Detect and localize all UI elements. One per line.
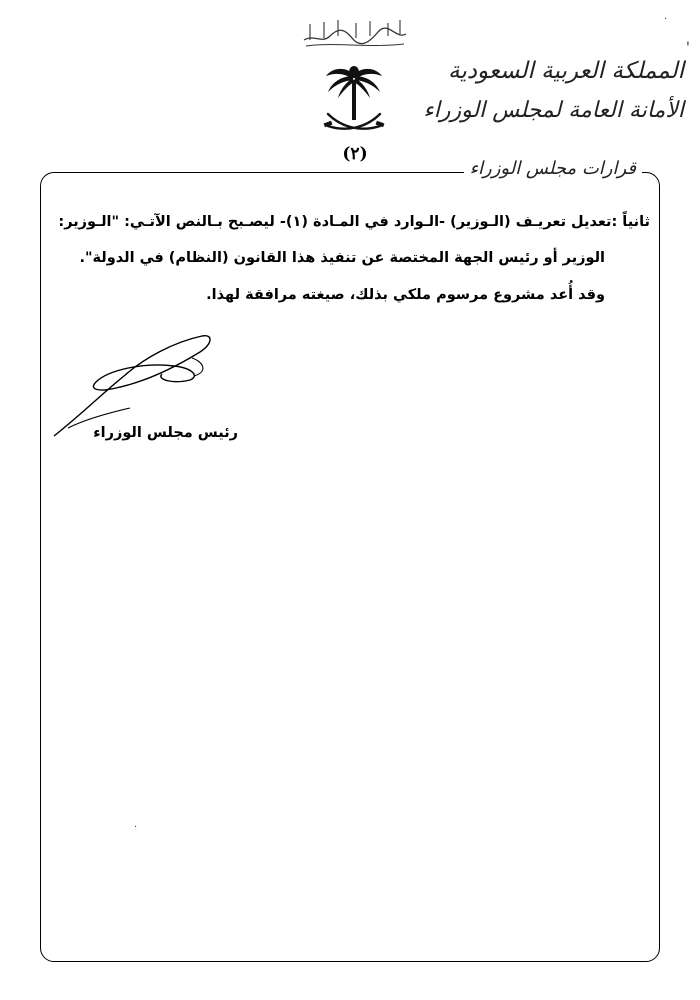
- palm-swords-emblem-icon: [322, 62, 386, 142]
- basmala-calligraphy: [300, 14, 410, 50]
- body-line-1: ثانياً :تعديل تعريـف (الـوزير) -الـوارد في المـادة (١)- ليصـبح بـالنص الآتـي: "الـوزير:: [58, 214, 650, 230]
- kingdom-title: المملكة العربية السعودية: [448, 58, 684, 84]
- corner-mark: ·: [664, 14, 668, 25]
- corner-mark-2: ': [686, 40, 690, 56]
- secretariat-title: الأمانة العامة لمجلس الوزراء: [423, 98, 684, 123]
- signer-title: رئيس مجلس الوزراء: [93, 425, 238, 441]
- stray-mark: ·: [134, 822, 138, 833]
- body-line-2: الوزير أو رئيس الجهة المختصة عن تنفيذ هذا القانون (النظام) في الدولة".: [79, 250, 605, 266]
- page-number: (٢): [342, 144, 368, 164]
- body-line-3: وقد أُعد مشروع مرسوم ملكي بذلك، صيغته مرافقة لهذا.: [206, 287, 605, 303]
- decisions-label: قرارات مجلس الوزراء: [464, 158, 642, 179]
